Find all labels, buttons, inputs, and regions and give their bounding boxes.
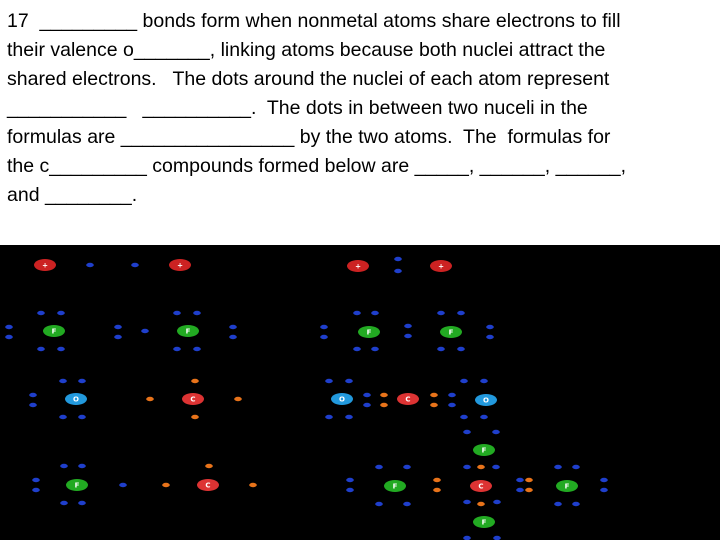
electron-dot [375,502,383,506]
electron-dot [78,501,86,505]
electron-dot [57,347,65,351]
electron-dot [394,269,402,273]
electron-dot [380,393,388,397]
question-line-5: formulas are ________________ by the two atoms. The formulas for [7,126,611,148]
electron-dot [5,335,13,339]
electron-dot [78,379,86,383]
electron-dot [59,379,67,383]
electron-dot [32,478,40,482]
electron-dot [59,415,67,419]
electron-dot [57,311,65,315]
electron-dot [193,311,201,315]
electron-dot [430,403,438,407]
electron-dot [433,488,441,492]
electron-dot [448,393,456,397]
oxygen-symbol: O [339,395,345,404]
electron-dot [229,335,237,339]
electron-dot [353,311,361,315]
fluorine-symbol: F [481,518,487,527]
electron-dot [463,465,471,469]
electron-dot [345,415,353,419]
question-text [7,7,713,210]
electron-dot [493,500,501,504]
electron-dot [486,335,494,339]
electron-dot [404,324,412,328]
fluorine-symbol: F [481,446,487,455]
electron-dot [60,464,68,468]
electron-dot [78,415,86,419]
electron-dot [572,465,580,469]
electron-dot [191,415,199,419]
electron-dot [516,488,524,492]
electron-dot [60,501,68,505]
fluorine-symbol: F [392,482,398,491]
electron-dot [480,415,488,419]
electron-dot [320,325,328,329]
electron-dot [554,465,562,469]
electron-dot [477,502,485,506]
fluorine-symbol: F [74,481,80,490]
oxygen-symbol: O [483,396,489,405]
electron-dot [32,488,40,492]
electron-dot [480,379,488,383]
electron-dot [173,347,181,351]
electron-dot [492,465,500,469]
electron-dot [371,347,379,351]
electron-dot [460,415,468,419]
question-line-2: their valence o_______, linking atoms because both nuclei attract the [7,39,606,61]
electron-dot [460,379,468,383]
electron-dot [371,311,379,315]
electron-dot [146,397,154,401]
electron-dot [346,478,354,482]
electron-dot [463,536,471,540]
question-line-6: the c_________ compounds formed below are _____, ______, ______, [7,155,627,177]
electron-dot [325,379,333,383]
hydrogen-symbol: + [438,262,444,271]
electron-dot [191,379,199,383]
electron-dot [131,263,139,267]
electron-dot [346,488,354,492]
fluorine-symbol: F [448,328,454,337]
electron-dot [437,311,445,315]
electron-dot [86,263,94,267]
electron-dot [37,347,45,351]
electron-dot [572,502,580,506]
carbon-symbol: C [190,395,196,404]
electron-dot [325,415,333,419]
electron-dot [29,393,37,397]
question-line-1: 17 _________ bonds form when nonmetal atoms share electrons to fill [7,10,621,32]
fluorine-symbol: F [185,327,191,336]
electron-dot [525,488,533,492]
electron-dot [600,478,608,482]
electron-dot [205,464,213,468]
electron-dot [430,393,438,397]
electron-dot [380,403,388,407]
electron-dot [463,500,471,504]
electron-dot [492,430,500,434]
electron-dot [114,335,122,339]
oxygen-symbol: O [73,395,79,404]
electron-dot [448,403,456,407]
electron-dot [600,488,608,492]
hydrogen-symbol: + [355,262,361,271]
lewis-dot-svg [0,245,720,540]
fluorine-symbol: F [564,482,570,491]
electron-dot [119,483,127,487]
fluorine-symbol: F [366,328,372,337]
electron-dot [229,325,237,329]
electron-dot [114,325,122,329]
lewis-dot-diagram [0,245,720,540]
carbon-symbol: C [478,482,484,491]
electron-dot [403,502,411,506]
electron-dot [363,403,371,407]
electron-dot [463,430,471,434]
carbon-symbol: C [205,481,211,490]
electron-dot [193,347,201,351]
electron-dot [403,465,411,469]
electron-dot [363,393,371,397]
electron-dot [554,502,562,506]
electron-dot [493,536,501,540]
electron-dot [404,334,412,338]
electron-dot [345,379,353,383]
electron-dot [516,478,524,482]
electron-dot [141,329,149,333]
electron-dot [173,311,181,315]
electron-dot [37,311,45,315]
electron-dot [234,397,242,401]
hydrogen-symbol: + [177,261,183,270]
electron-dot [78,464,86,468]
electron-dot [457,347,465,351]
electron-dot [486,325,494,329]
electron-dot [162,483,170,487]
electron-dot [375,465,383,469]
question-line-7: and ________. [7,184,138,206]
electron-dot [525,478,533,482]
electron-dot [437,347,445,351]
electron-dot [249,483,257,487]
electron-dot [433,478,441,482]
electron-dot [5,325,13,329]
electron-dot [477,465,485,469]
carbon-symbol: C [405,395,411,404]
electron-dot [29,403,37,407]
electron-dot [320,335,328,339]
electron-dot [457,311,465,315]
hydrogen-symbol: + [42,261,48,270]
question-line-4: ___________ __________. The dots in between two nuceli in the [7,97,588,119]
fluorine-symbol: F [51,327,57,336]
electron-dot [353,347,361,351]
electron-dot [394,257,402,261]
question-line-3: shared electrons. The dots around the nuclei of each atom represent [7,68,610,90]
